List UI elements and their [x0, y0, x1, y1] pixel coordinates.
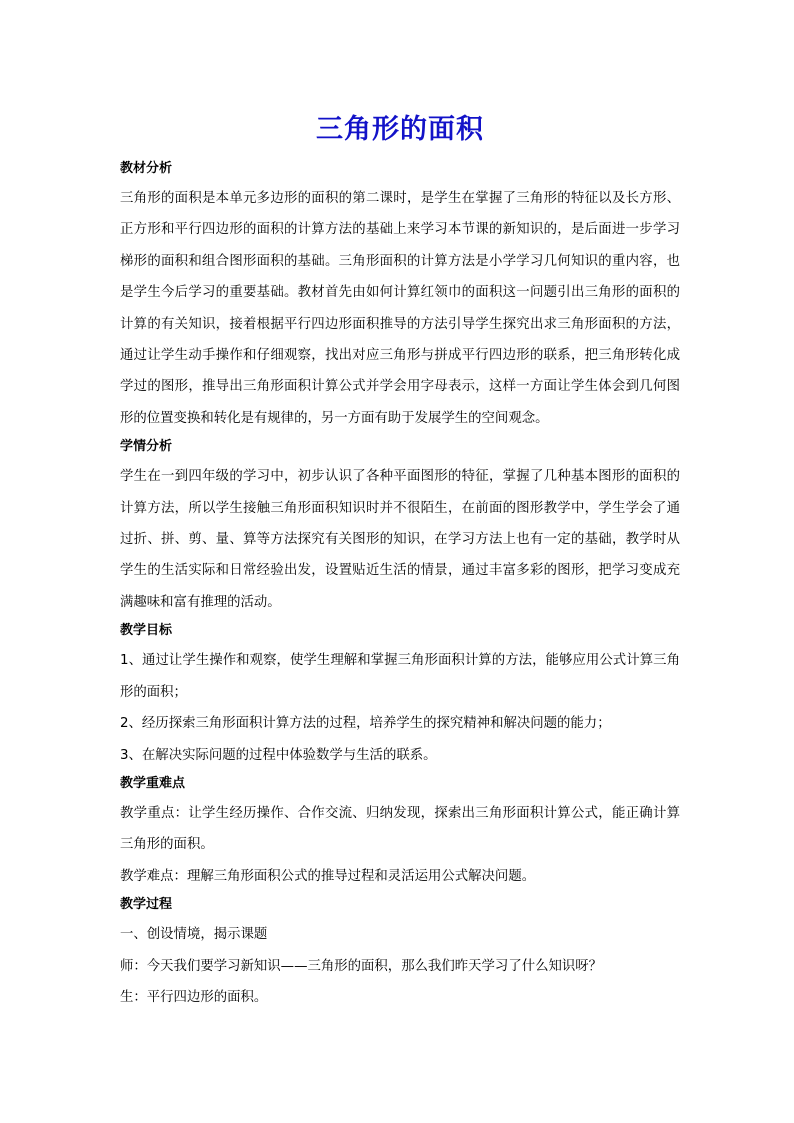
goal-item: 2、经历探索三角形面积计算方法的过程，培养学生的探究精神和解决问题的能力；: [120, 716, 611, 732]
section-heading: 教材分析: [120, 161, 173, 176]
goal-item: 3、在解决实际问题的过程中体验数学与生活的联系。: [120, 747, 437, 763]
process-item: 师：今天我们要学习新知识——三角形的面积，那么我们昨天学习了什么知识呀？: [120, 958, 603, 974]
document-title: 三角形的面积: [316, 114, 484, 145]
section-paragraph: 学生在一到四年级的学习中，初步认识了各种平面图形的特征，掌握了几种基本图形的面积的计算方法，所以学生接触三角形面积知识时并不很陌生，在前面的图形教学中，学生学会了通过折、拼、剪、量、算等方法探究有关图形的知识，在学习方法上也有一定的基础，教学时从学生的生活实际和日常经验出发，设置贴近生活的情景，通过丰富多彩的图形，把学习变成充满趣味和富有推理的活动。: [120, 469, 680, 610]
section-teaching-goals: [120, 622, 680, 771]
document-page: [120, 110, 680, 1015]
section-heading: 教学目标: [120, 623, 173, 639]
section-student-analysis: [120, 438, 680, 618]
process-item: 一、创设情境，揭示课题: [120, 927, 268, 943]
process-item: 生：平行四边形的面积。: [120, 989, 268, 1005]
section-teaching-process: [120, 896, 680, 1013]
section-material-analysis: [120, 160, 680, 434]
goal-item: 1、通过让学生操作和观察，使学生理解和掌握三角形面积计算的方法，能够应用公式计算三角形的面积；: [120, 653, 680, 700]
key-point-item: 教学重点：让学生经历操作、合作交流、归纳发现，探索出三角形面积计算公式，能正确计算三角形的面积。: [120, 805, 680, 853]
section-paragraph: 三角形的面积是本单元多边形的面积的第二课时，是学生在掌握了三角形的特征以及长方形、正方形和平行四边形的面积的计算方法的基础上来学习本节课的新知识的，是后面进一步学习梯形的面积和组合图形面积的基础。三角形面积的计算方法是小学学习几何知识的重内容，也是学生今后学习的重要基础。教材首先由如何计算红领巾的面积这一问题引出三角形的面积的计算的有关知识，接着根据平行四边形面积推导的方法引导学生探究出求三角形面积的方法，通过让学生动手操作和仔细观察，找出对应三角形与拼成平行四边形的联系，把三角形转化成学过的图形，推导出三角形面积计算公式并学会用字母表示，这样一方面让学生体会到几何图形的位置变换和转化是有规律的，另一方面有助于发展学生的空间观念。: [120, 191, 680, 426]
section-heading: 学情分析: [120, 439, 173, 455]
section-key-points: [120, 775, 680, 892]
section-heading: 教学重难点: [120, 775, 186, 791]
key-point-item: 教学难点：理解三角形面积公式的推导过程和灵活运用公式解决问题。: [120, 868, 536, 884]
section-heading: 教学过程: [120, 897, 173, 913]
